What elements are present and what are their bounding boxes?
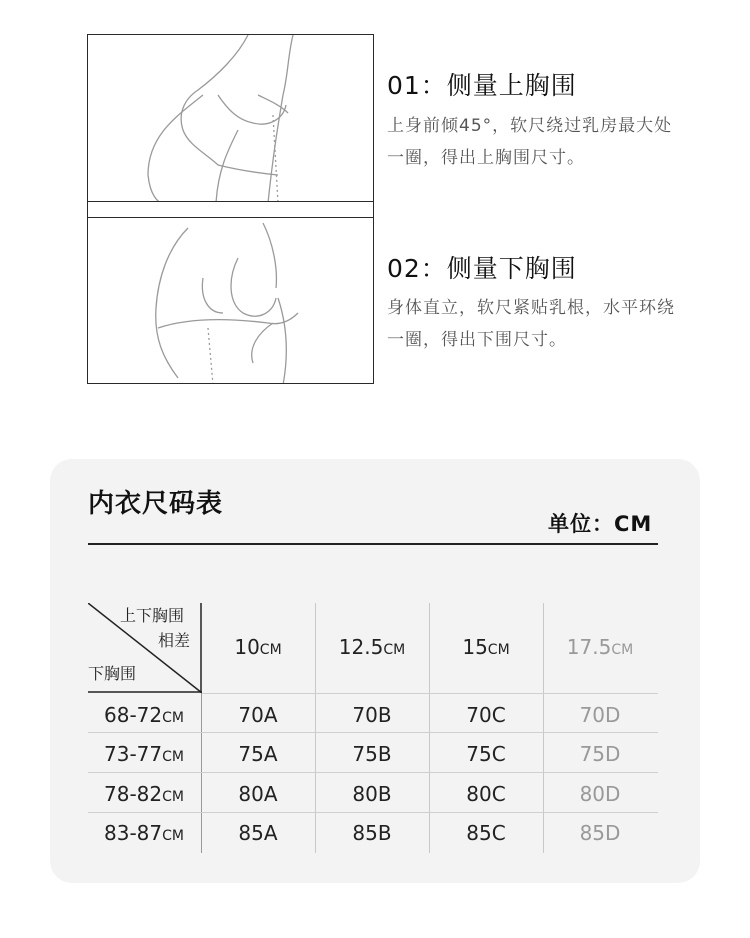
row-label: 68-72CM (104, 703, 184, 727)
table-cell: 80A (238, 782, 278, 806)
step-2-title: 02：侧量下胸围 (387, 254, 577, 283)
table-cell: 75A (238, 742, 278, 766)
column-header: 10CM (234, 635, 282, 659)
column-header: 15CM (462, 635, 510, 659)
header-underbust-label: 下胸围 (88, 664, 137, 683)
table-cell: 85A (238, 821, 278, 845)
table-cell: 75B (352, 742, 392, 766)
row-label: 73-77CM (104, 742, 184, 766)
title-rule (88, 543, 658, 545)
step-1-description: 上身前倾45°，软尺绕过乳房最大处一圈，得出上胸围尺寸。 (387, 116, 673, 168)
illustration-divider (87, 202, 374, 217)
table-cell: 75D (579, 742, 621, 766)
table-cell: 85D (579, 821, 621, 845)
size-chart-title: 内衣尺码表 (88, 489, 224, 519)
table-cell: 80D (579, 782, 621, 806)
row-divider (88, 812, 658, 813)
table-cell: 85B (352, 821, 392, 845)
table-cell: 70D (579, 703, 621, 727)
column-header: 12.5CM (338, 635, 406, 659)
step-2-description: 身体直立，软尺紧贴乳根，水平环绕一圈，得出下围尺寸。 (387, 298, 675, 350)
table-cell: 70B (352, 703, 392, 727)
row-label: 78-82CM (104, 782, 184, 806)
row-divider (88, 732, 658, 733)
row-divider (88, 772, 658, 773)
row-divider (202, 693, 658, 694)
table-cell: 80C (466, 782, 506, 806)
column-divider (315, 603, 316, 853)
table-cell: 80B (352, 782, 392, 806)
column-divider (429, 603, 430, 853)
column-header: 17.5CM (566, 635, 634, 659)
table-cell: 85C (466, 821, 506, 845)
column-divider (543, 603, 544, 853)
table-cell: 70A (238, 703, 278, 727)
header-diff-label-2: 相差 (158, 631, 191, 650)
header-diff-label: 上下胸围 (120, 606, 185, 625)
step-1-title: 01：侧量上胸围 (387, 71, 577, 100)
row-label: 83-87CM (104, 821, 184, 845)
table-cell: 70C (466, 703, 506, 727)
illustration-upper-bust (87, 34, 374, 202)
illustration-under-bust (87, 217, 374, 384)
unit-label: 单位：CM (548, 512, 653, 536)
table-cell: 75C (466, 742, 506, 766)
